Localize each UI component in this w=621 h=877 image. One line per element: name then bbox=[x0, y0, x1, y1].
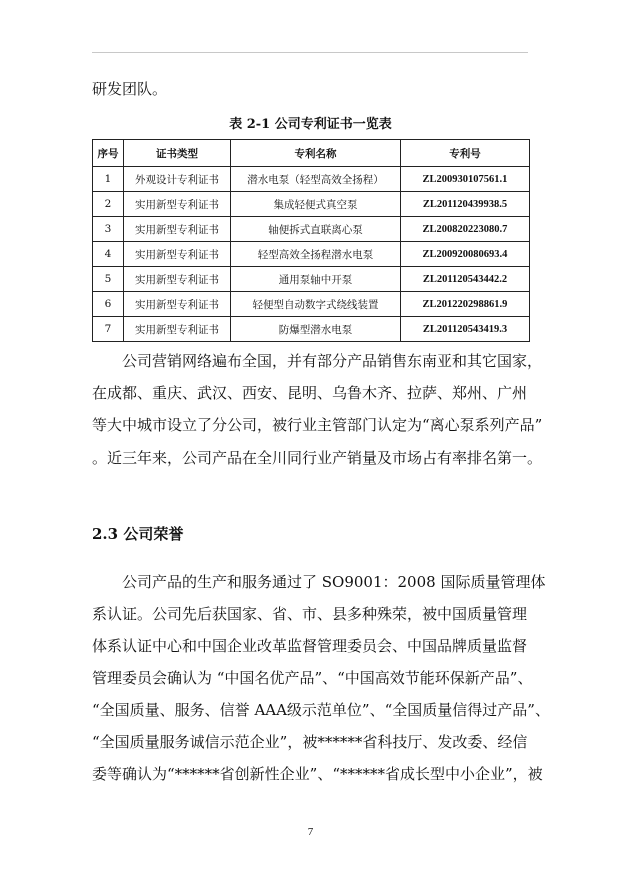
cell-serial: 3 bbox=[93, 217, 124, 242]
cell-patent-number: ZL201120439938.5 bbox=[401, 192, 530, 217]
section-heading: 2.3 公司荣誉 bbox=[92, 525, 184, 543]
table-caption: 表 2-1 公司专利证书一览表 bbox=[229, 117, 392, 132]
cell-serial: 5 bbox=[93, 267, 124, 292]
cell-patent-name: 轻便型自动数字式绕线装置 bbox=[231, 292, 401, 317]
patent-table bbox=[92, 139, 530, 342]
cell-patent-number: ZL200930107561.1 bbox=[401, 167, 530, 192]
table-row bbox=[93, 167, 530, 192]
paragraph-line: 等大中城市设立了分公司，被行业主管部门认定为“离心泵系列产品” bbox=[92, 416, 543, 434]
cell-patent-name: 轻型高效全扬程潜水电泵 bbox=[231, 242, 401, 267]
cell-cert-type: 实用新型专利证书 bbox=[124, 242, 231, 267]
header-serial: 序号 bbox=[93, 140, 124, 167]
cell-patent-number: ZL200920080693.4 bbox=[401, 242, 530, 267]
table-row bbox=[93, 267, 530, 292]
table-row bbox=[93, 292, 530, 317]
cell-serial: 2 bbox=[93, 192, 124, 217]
cell-cert-type: 实用新型专利证书 bbox=[124, 292, 231, 317]
header-patent-number: 专利号 bbox=[401, 140, 530, 167]
cell-patent-name: 轴便拆式直联离心泵 bbox=[231, 217, 401, 242]
paragraph-line: 公司产品的生产和服务通过了 SO9001：2008 国际质量管理体 bbox=[122, 573, 546, 591]
cell-patent-name: 防爆型潜水电泵 bbox=[231, 317, 401, 342]
cell-serial: 7 bbox=[93, 317, 124, 342]
cell-patent-name: 潜水电泵（轻型高效全扬程） bbox=[231, 167, 401, 192]
intro-line: 研发团队。 bbox=[92, 80, 168, 98]
header-patent-name: 专利名称 bbox=[231, 140, 401, 167]
cell-cert-type: 实用新型专利证书 bbox=[124, 192, 231, 217]
paragraph-line: 系认证。公司先后获国家、省、市、县多种殊荣，被中国质量管理 bbox=[92, 605, 528, 623]
paragraph-line: 公司营销网络遍布全国，并有部分产品销售东南亚和其它国家， bbox=[122, 352, 543, 370]
cell-patent-name: 集成轻便式真空泵 bbox=[231, 192, 401, 217]
cell-patent-number: ZL201120543419.3 bbox=[401, 317, 530, 342]
paragraph-line: 在成都、重庆、武汉、西安、昆明、乌鲁木齐、拉萨、郑州、广州 bbox=[92, 384, 528, 402]
cell-cert-type: 实用新型专利证书 bbox=[124, 217, 231, 242]
cell-serial: 1 bbox=[93, 167, 124, 192]
cell-patent-number: ZL201120543442.2 bbox=[401, 267, 530, 292]
cell-serial: 6 bbox=[93, 292, 124, 317]
page-number: 7 bbox=[307, 826, 314, 838]
paragraph-line: 委等确认为“******省创新性企业”、“******省成长型中小企业”，被 bbox=[92, 765, 543, 783]
paragraph-line: 。近三年来，公司产品在全川同行业产销量及市场占有率排名第一。 bbox=[92, 449, 543, 467]
table-row bbox=[93, 217, 530, 242]
cell-cert-type: 实用新型专利证书 bbox=[124, 317, 231, 342]
cell-patent-name: 通用泵轴中开泵 bbox=[231, 267, 401, 292]
paragraph-line: 管理委员会确认为 “中国名优产品”、“中国高效节能环保新产品”、 bbox=[92, 669, 533, 687]
table-header-row bbox=[93, 140, 530, 167]
header-cert-type: 证书类型 bbox=[124, 140, 231, 167]
paragraph-line: “全国质量服务诚信示范企业”，被******省科技厅、发改委、经信 bbox=[92, 733, 528, 751]
cell-patent-number: ZL200820223080.7 bbox=[401, 217, 530, 242]
cell-cert-type: 实用新型专利证书 bbox=[124, 267, 231, 292]
table-row bbox=[93, 242, 530, 267]
cell-patent-number: ZL201220298861.9 bbox=[401, 292, 530, 317]
header-rule bbox=[92, 52, 528, 53]
paragraph-line: “全国质量、服务、信誉 AAA级示范单位”、“全国质量信得过产品”、 bbox=[92, 701, 550, 719]
table-row bbox=[93, 317, 530, 342]
cell-serial: 4 bbox=[93, 242, 124, 267]
paragraph-line: 体系认证中心和中国企业改革监督管理委员会、中国品牌质量监督 bbox=[92, 637, 528, 655]
cell-cert-type: 外观设计专利证书 bbox=[124, 167, 231, 192]
table-row bbox=[93, 192, 530, 217]
